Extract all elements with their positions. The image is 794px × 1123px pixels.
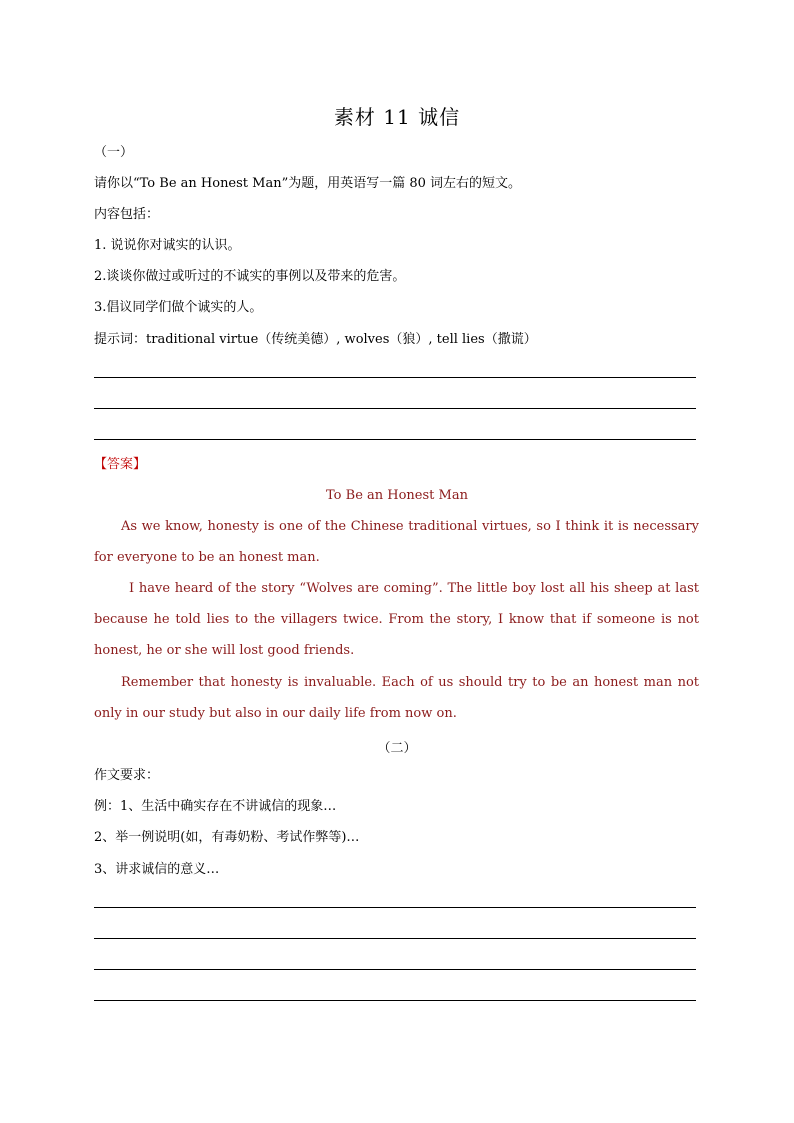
requirements-label: 作文要求： [94,768,160,783]
writing-line [94,969,696,970]
page-title: 素材 11 诚信 [333,105,461,129]
writing-line [94,907,696,908]
writing-prompt: 请你以“To Be an Honest Man”为题，用英语写一篇 80 词左右的短文。 [94,176,522,191]
content-label: 内容包括： [94,207,160,222]
requirement-item-1: 例：1、生活中确实存在不讲诚信的现象… [94,799,337,814]
content-item-1: 1. 说说你对诚实的认识。 [94,238,241,253]
essay-paragraph-1: As we know, honesty is one of the Chinese traditional virtues, so I think it is necessary for everyone to be an honest man. [94,519,699,565]
content-item-3: 3.倡议同学们做个诚实的人。 [94,300,263,315]
hint-words: 提示词：traditional virtue（传统美德）, wolves（狼）, tell lies（撒谎） [94,332,537,347]
writing-line [94,408,696,409]
content-item-2: 2.谈谈你做过或听过的不诚实的事例以及带来的危害。 [94,269,406,284]
essay-paragraph-2: I have heard of the story “Wolves are coming”. The little boy lost all his sheep at last because he told lies to the villagers twice. From the story, I know that if someone is not honest, he or she will lost good friends. [94,581,699,658]
essay-paragraph-3: Remember that honesty is invaluable. Each of us should try to be an honest man not only in our study but also in our daily life from now on. [94,675,699,721]
part-two-label: （二） [377,741,417,756]
writing-line [94,938,696,939]
essay-title: To Be an Honest Man [326,488,468,503]
writing-line [94,439,696,440]
writing-line [94,1000,696,1001]
part-one-label: （一） [94,145,134,160]
requirement-item-2: 2、举一例说明(如，有毒奶粉、考试作弊等)… [94,830,360,845]
requirement-item-3: 3、讲求诚信的意义… [94,862,220,877]
writing-line [94,377,696,378]
answer-tag: 【答案】 [94,457,147,472]
